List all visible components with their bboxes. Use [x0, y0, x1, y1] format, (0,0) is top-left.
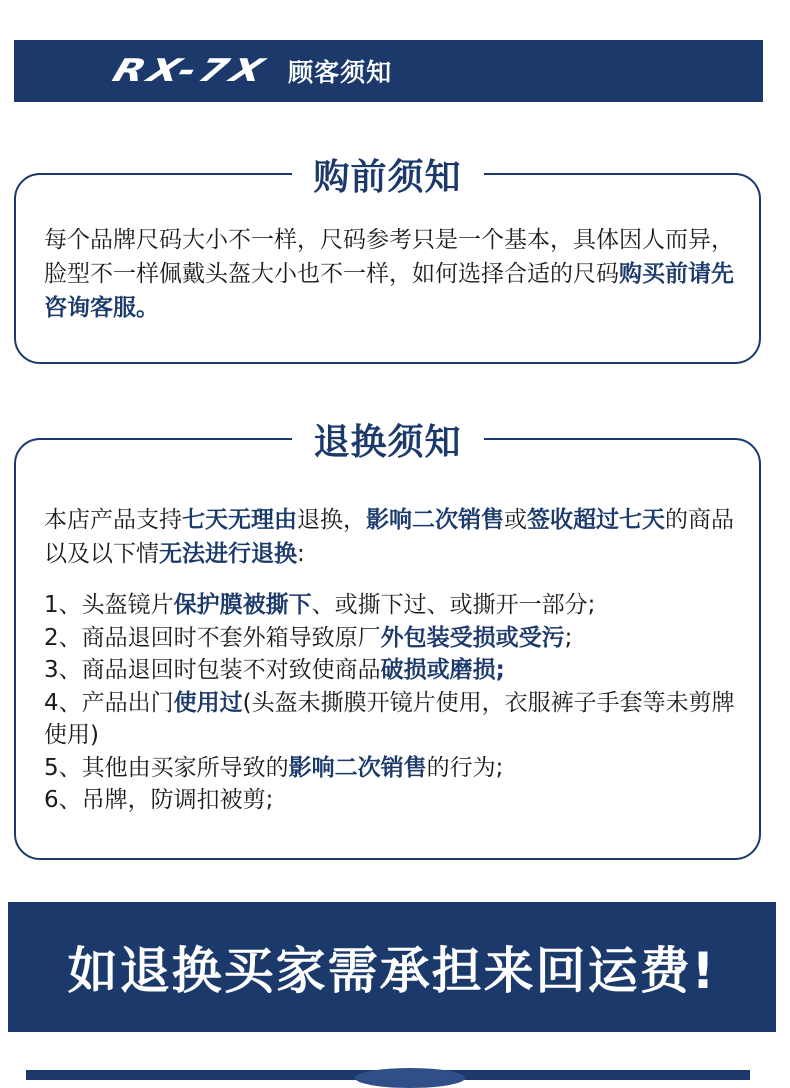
intro-highlight: 无法进行退换 — [159, 541, 297, 567]
intro-part: 的商品以及以下情 — [44, 507, 734, 567]
item-highlight: 外包装受损或受污 — [380, 624, 565, 651]
item-text: ; — [564, 624, 573, 651]
list-item — [44, 622, 737, 655]
item-text: 4、产品出门 — [44, 689, 174, 716]
return-conditions-list — [44, 589, 737, 817]
item-text: 3、商品退回时包装不对致使商品 — [44, 657, 381, 683]
item-highlight: 破损或磨损; — [380, 657, 505, 683]
item-text: 5、其他由买家所导致的 — [44, 754, 289, 781]
header-title: 顾客须知 — [288, 58, 393, 87]
item-text: 的行为; — [426, 754, 504, 781]
return-notice-intro — [44, 503, 737, 571]
purchase-notice-panel — [14, 157, 761, 364]
purchase-notice-title: 购前须知 — [291, 149, 483, 200]
intro-part: 退换， — [297, 507, 366, 533]
item-text: 2、商品退回时不套外箱导致原厂 — [44, 624, 381, 651]
item-text: 、或撕下过、或撕开一部分; — [311, 592, 596, 618]
bottom-divider-ornament — [355, 1068, 465, 1088]
banner-text: 如退换买家需承担来回运费! — [67, 942, 717, 1000]
shipping-cost-banner — [8, 902, 776, 1032]
list-item — [44, 752, 737, 785]
intro-highlight: 签收超过七天 — [527, 507, 665, 533]
intro-part: : — [297, 541, 305, 567]
list-item — [44, 687, 737, 752]
item-highlight: 影响二次销售 — [288, 754, 427, 781]
list-item — [44, 654, 737, 687]
list-item — [44, 784, 737, 817]
list-item — [44, 589, 737, 622]
intro-part: 本店产品支持 — [44, 507, 182, 533]
brand-logo: RX-7X — [108, 53, 273, 89]
purchase-notice-text — [44, 223, 737, 325]
item-highlight: 使用过 — [173, 689, 243, 716]
intro-part: 或 — [504, 507, 527, 533]
item-text: 6、吊牌，防调扣被剪; — [44, 787, 274, 813]
item-text: (头盔未撕膜开镜片使用，衣服裤子手套等未剪牌使用) — [44, 689, 735, 748]
header-bar — [14, 40, 763, 102]
intro-highlight: 影响二次销售 — [366, 507, 504, 533]
item-highlight: 保护膜被撕下 — [173, 592, 312, 618]
item-text: 1、头盔镜片 — [44, 592, 174, 618]
intro-highlight: 七天无理由 — [182, 507, 297, 533]
purchase-notice-body: 每个品牌尺码大小不一样，尺码参考只是一个基本，具体因人而异，脸型不一样佩戴头盔大小也不一样，如何选择合适的尺码 — [44, 227, 734, 287]
purchase-notice-highlight: 购买前请先咨询客服。 — [44, 261, 734, 321]
return-notice-title: 退换须知 — [291, 414, 483, 465]
return-notice-panel — [14, 422, 761, 860]
